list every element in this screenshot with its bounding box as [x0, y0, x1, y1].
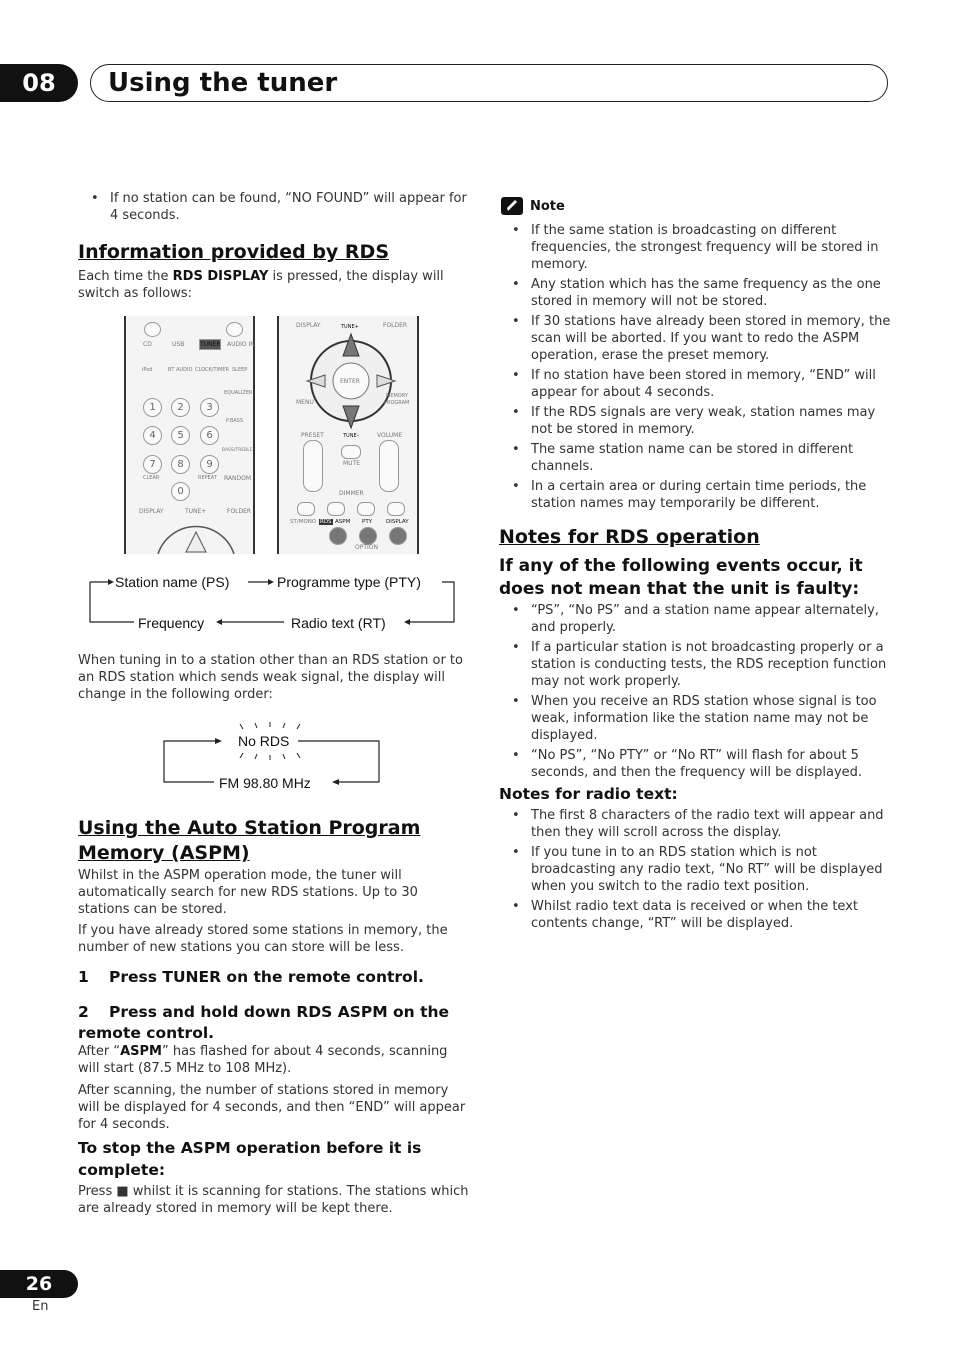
list-item: • In a certain area or during certain time periods, the station names may temporarily be different. [499, 478, 891, 512]
power-icon [144, 322, 161, 337]
after-aspm-para: After “ASPM” has flashed for about 4 seconds, scanning will start (87.5 MHz to 108 MHz). [78, 1044, 448, 1076]
flow-no-rds: No RDS [238, 733, 290, 749]
display-button-icon [389, 527, 407, 545]
preset-rocker-icon [303, 440, 323, 492]
aspm-para-1: Whilst in the ASPM operation mode, the tuner will automatically search for new RDS stations. Up to 30 stations can be stored. [78, 868, 418, 917]
after-scan-para: After scanning, the number of stations stored in memory will be displayed for 4 seconds, and then “END” will appear for 4 seconds. [78, 1083, 466, 1132]
aspm-keyword: ASPM [120, 1044, 162, 1059]
note-pencil-icon [501, 197, 523, 215]
list-item: • When you receive an RDS station whose signal is too weak, information like the station name may not be displayed. [499, 693, 891, 744]
remote-illustration-left: CD USB TUNER AUDIO IN iPod BT AUDIO CLOCK/TIMER SLEEP EQUALIZER 1 2 3 P.BASS 4 5 6 BASS/TREBLE 7 8 9 CLEAR REPEAT RANDOM 0 DISPLAY TUNE+ FOLDER [124, 316, 255, 554]
list-item: • If 30 stations have already been stored in memory, the scan will be aborted. If you want to redo the ASPM operation, erase the preset memory. [499, 313, 891, 364]
aspm-heading: Using the Auto Station Program Memory (ASPM) [78, 817, 421, 864]
eject-icon [226, 322, 243, 337]
aspm-button-icon [329, 527, 347, 545]
step-2: 2 Press and hold down RDS ASPM on the remote control. [78, 1003, 450, 1042]
stop-paragraph: Press ■ whilst it is scanning for stations. The stations which are already stored in memory will be kept there. [78, 1184, 469, 1216]
pty-button-icon [359, 527, 377, 545]
after-aspm-paragraphs [78, 1043, 470, 1133]
list-item: • Any station which has the same frequency as the one stored in memory will not be stored. [499, 276, 891, 310]
flow-radio-text: Radio text (RT) [291, 615, 386, 631]
stop-icon [327, 502, 345, 516]
remote-illustration-right: DISPLAY TUNE+ FOLDER ENTER MENU MEMORY PROGRAM PRESET TUNE– VOLUME MUTE DIMMER ST/MONO RDS ASPM PTY DISPLAY OPTION [277, 316, 419, 554]
faulty-list [499, 602, 891, 784]
top-bullet-list [78, 190, 470, 227]
notes-rds-heading: Notes for RDS operation [499, 526, 760, 548]
note-header: Note [501, 197, 565, 215]
flow-programme-type: Programme type (PTY) [277, 574, 421, 590]
radio-text-heading: Notes for radio text: [499, 785, 678, 803]
nav-ring-icon [156, 516, 236, 554]
list-item: • If no station can be found, “NO FOUND” will appear for 4 seconds. [78, 190, 470, 224]
flow-station-name: Station name (PS) [115, 574, 230, 590]
list-item: • If the same station is broadcasting on different frequencies, the strongest frequency will be stored in memory. [499, 222, 891, 273]
aspm-paragraphs [78, 867, 470, 956]
page-number: 26 [0, 1270, 78, 1298]
language-code: En [32, 1299, 49, 1314]
note-list [499, 222, 891, 515]
step-1: 1 Press TUNER on the remote control. [78, 968, 424, 986]
stop-icon: ■ [116, 1184, 129, 1199]
aspm-para-2: If you have already stored some stations in memory, the number of new stations you can store will be less. [78, 923, 448, 955]
list-item: • “No PS”, “No PTY” or “No RT” will flash for about 5 seconds, and then the frequency will be displayed. [499, 747, 891, 781]
rds-display-keyword: RDS DISPLAY [172, 269, 269, 284]
volume-rocker-icon [379, 440, 399, 492]
stop-heading: To stop the ASPM operation before it is complete: [78, 1139, 422, 1179]
list-item: • If the RDS signals are very weak, station names may not be stored in memory. [499, 404, 891, 438]
flow-frequency: Frequency [138, 615, 205, 631]
list-item: • If a particular station is not broadcasting properly or a station is conducting tests, the RDS reception function may not work properly. [499, 639, 891, 690]
weak-signal-paragraph: When tuning in to a station other than an RDS station or to an RDS station which sends weak signal, the display will change in the following order: [78, 653, 463, 702]
rds-heading: Information provided by RDS [78, 241, 390, 263]
rds-intro: Each time the RDS DISPLAY is pressed, the display will switch as follows: [78, 269, 444, 301]
next-icon [387, 502, 405, 516]
list-item: • If you tune in to an RDS station which is not broadcasting any radio text, “No RT” will be displayed when you switch to the radio text position. [499, 844, 891, 895]
radio-text-list [499, 807, 891, 935]
list-item: • The same station name can be stored in different channels. [499, 441, 891, 475]
list-item: • “PS”, “No PS” and a station name appear alternately, and properly. [499, 602, 891, 636]
play-pause-icon [357, 502, 375, 516]
chapter-title: Using the tuner [108, 68, 338, 98]
list-item: • The first 8 characters of the radio text will appear and then they will scroll across the display. [499, 807, 891, 841]
faulty-heading: If any of the following events occur, it does not mean that the unit is faulty: [499, 556, 863, 599]
mute-icon [341, 445, 361, 459]
chapter-number-badge: 08 [0, 64, 78, 102]
flow-fm-frequency: FM 98.80 MHz [219, 775, 311, 791]
prev-icon [297, 502, 315, 516]
list-item: • If no station have been stored in memory, “END” will appear for about 4 seconds. [499, 367, 891, 401]
list-item: • Whilst radio text data is received or when the text contents change, “RT” will be displayed. [499, 898, 891, 932]
